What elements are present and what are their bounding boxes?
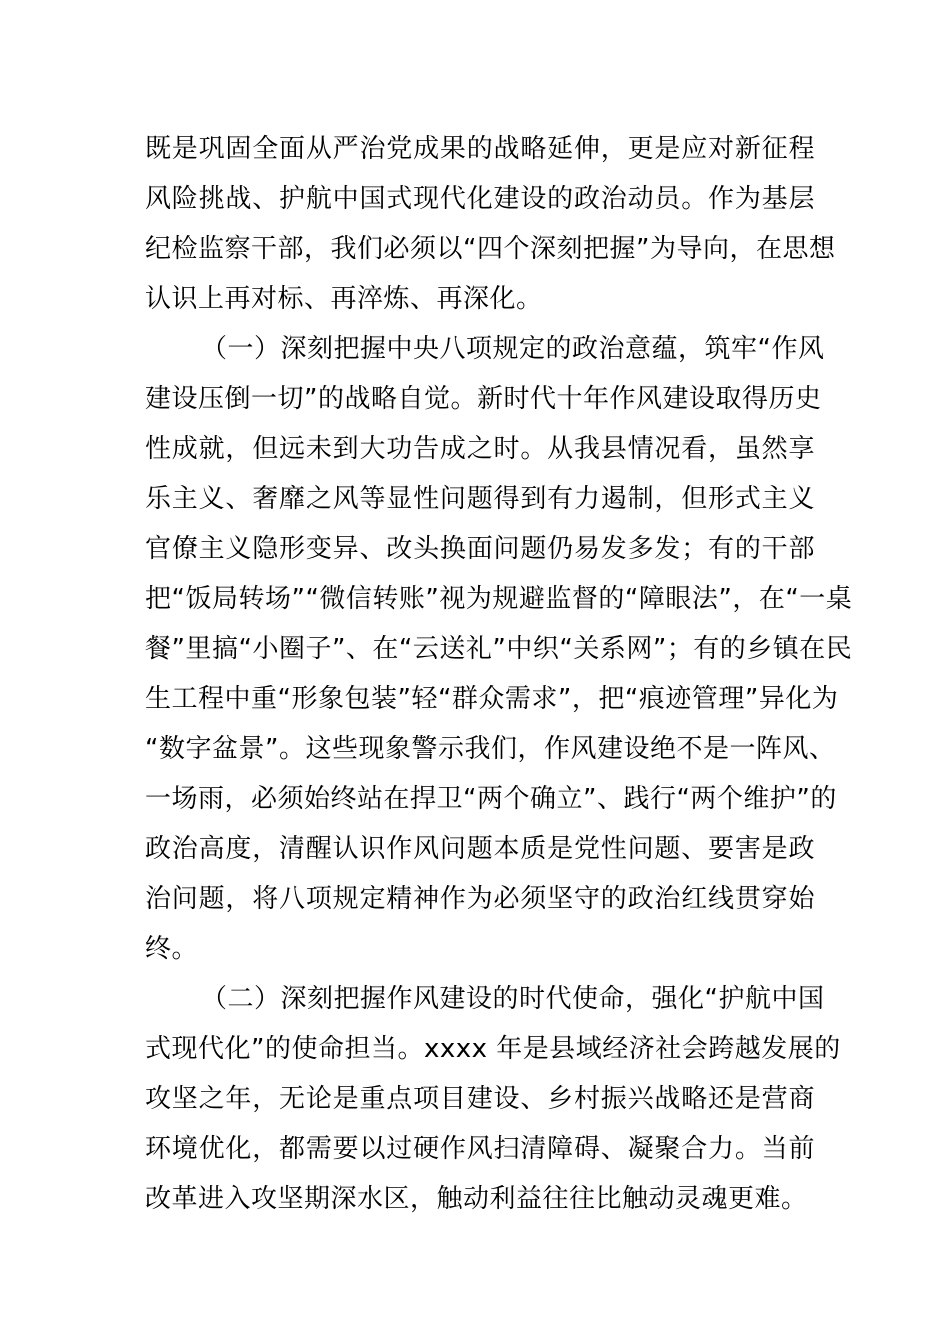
text-line: 建设压倒一切”的战略自觉。新时代十年作风建设取得历史 [145,384,822,414]
text-line: 环境优化，都需要以过硬作风扫清障碍、凝聚合力。当前 [145,1134,815,1164]
text-line: 纪检监察干部，我们必须以“四个深刻把握”为导向，在思想 [145,234,836,264]
text-line: （二）深刻把握作风建设的时代使命，强化“护航中国 [201,984,825,1014]
text-line: 把“饭局转场”“微信转账”视为规避监督的“障眼法”，在“一桌 [145,584,853,614]
text-line: 乐主义、奢靡之风等显性问题得到有力遏制，但形式主义 [145,484,815,514]
text-line: 认识上再对标、再淬炼、再深化。 [145,284,543,314]
body-text [145,124,853,1224]
text-line: 一场雨，必须始终站在捍卫“两个确立”、践行“两个维护”的 [145,784,837,814]
paragraph [145,974,841,1224]
paragraph [145,324,853,974]
text-line: “数字盆景”。这些现象警示我们，作风建设绝不是一阵风、 [145,734,836,764]
paragraph [145,124,836,324]
text-line: 既是巩固全面从严治党成果的战略延伸，更是应对新征程 [145,134,815,164]
text-line: 改革进入攻坚期深水区，触动利益往往比触动灵魂更难。 [145,1184,808,1214]
text-line: 风险挑战、护航中国式现代化建设的政治动员。作为基层 [145,184,815,214]
text-line: 生工程中重“形象包装”轻“群众需求”，把“痕迹管理”异化为 [145,684,839,714]
text-line: 性成就，但远未到大功告成之时。从我县情况看，虽然享 [145,434,815,464]
text-line: 官僚主义隐形变异、改头换面问题仍易发多发；有的干部 [145,534,815,564]
text-line: 式现代化”的使命担当。xxxx 年是县域经济社会跨越发展的 [145,1034,841,1064]
text-line: 治问题，将八项规定精神作为必须坚守的政治红线贯穿始 [145,884,815,914]
text-line: 攻坚之年，无论是重点项目建设、乡村振兴战略还是营商 [145,1084,815,1114]
text-line: 政治高度，清醒认识作风问题本质是党性问题、要害是政 [145,834,815,864]
text-line: （一）深刻把握中央八项规定的政治意蕴，筑牢“作风 [201,334,825,364]
text-line: 终。 [145,934,199,964]
text-line: 餐”里搞“小圈子”、在“云送礼”中织“关系网”；有的乡镇在民 [145,634,853,664]
